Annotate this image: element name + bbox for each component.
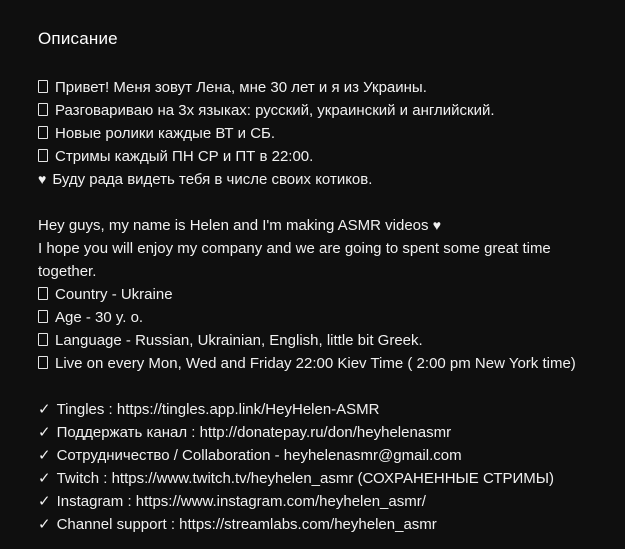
check-icon: ✓: [38, 447, 51, 464]
line-text: Channel support :: [56, 516, 180, 533]
emoji-placeholder-icon: [38, 310, 48, 323]
check-icon: ✓: [38, 424, 51, 441]
line-text: Разговариваю на 3х языках: русский, украинский и английский.: [55, 102, 495, 119]
heart-icon: ♥: [38, 171, 47, 187]
line-text: Hey guys, my name is Helen and I'm making ASMR videos: [38, 217, 433, 234]
url-link[interactable]: https://streamlabs.com/heyhelen_asmr: [179, 516, 437, 533]
line-text: Поддержать канал :: [56, 424, 200, 441]
url-link[interactable]: http://donatepay.ru/don/heyhelenasmr: [199, 424, 452, 441]
line-text: Twitch :: [56, 470, 112, 487]
line-text: Привет! Меня зовут Лена, мне 30 лет и я из Украины.: [55, 79, 427, 96]
description-line: [38, 237, 597, 260]
description-line: [38, 168, 597, 191]
line-text: (СОХРАНЕННЫЕ СТРИМЫ): [353, 470, 555, 487]
description-line: [38, 398, 597, 421]
description-line: [38, 99, 597, 122]
description-line: [38, 421, 597, 444]
emoji-placeholder-icon: [38, 103, 48, 116]
line-text: Буду рада видеть тебя в числе своих котиков.: [52, 171, 373, 188]
panel-title: Описание: [38, 29, 118, 48]
emoji-placeholder-icon: [38, 149, 48, 162]
blank-line: [38, 375, 597, 398]
description-line: [38, 329, 597, 352]
description-line: [38, 76, 597, 99]
email-address: heyhelenasmr@gmail.com: [283, 447, 462, 464]
url-link[interactable]: https://tingles.app.link/HeyHelen-ASMR: [116, 401, 380, 418]
emoji-placeholder-icon: [38, 80, 48, 93]
line-text: Сотрудничество / Collaboration -: [56, 447, 284, 464]
blank-line: [38, 191, 597, 214]
description-line: [38, 122, 597, 145]
heart-icon: ♥: [432, 217, 441, 233]
description-line: [38, 214, 597, 237]
line-text: Language - Russian, Ukrainian, English, little bit Greek.: [55, 332, 423, 349]
emoji-placeholder-icon: [38, 356, 48, 369]
description-line: [38, 283, 597, 306]
description-line: [38, 467, 597, 490]
description-line: [38, 444, 597, 467]
check-icon: ✓: [38, 516, 51, 533]
description-line: [38, 352, 597, 375]
line-text: Instagram :: [56, 493, 136, 510]
line-text: Tingles :: [56, 401, 117, 418]
check-icon: ✓: [38, 470, 51, 487]
url-link[interactable]: https://www.instagram.com/heyhelen_asmr/: [135, 493, 426, 510]
line-text: together.: [38, 263, 97, 280]
url-link[interactable]: https://www.twitch.tv/heyhelen_asmr: [111, 470, 354, 487]
check-icon: ✓: [38, 401, 51, 418]
description-line: [38, 306, 597, 329]
line-text: I hope you will enjoy my company and we are going to spent some great time: [38, 240, 551, 257]
description-line: [38, 145, 597, 168]
emoji-placeholder-icon: [38, 126, 48, 139]
description-line: [38, 490, 597, 513]
description-lines: [38, 76, 597, 536]
line-text: Стримы каждый ПН СР и ПТ в 22:00.: [55, 148, 314, 165]
line-text: Age - 30 y. o.: [55, 309, 144, 326]
emoji-placeholder-icon: [38, 287, 48, 300]
check-icon: ✓: [38, 493, 51, 510]
description-line: [38, 260, 597, 283]
line-text: Country - Ukraine: [55, 286, 173, 303]
line-text: Live on every Mon, Wed and Friday 22:00 Kiev Time ( 2:00 pm New York time): [55, 355, 576, 372]
description-line: [38, 513, 597, 536]
emoji-placeholder-icon: [38, 333, 48, 346]
line-text: Новые ролики каждые ВТ и СБ.: [55, 125, 276, 142]
